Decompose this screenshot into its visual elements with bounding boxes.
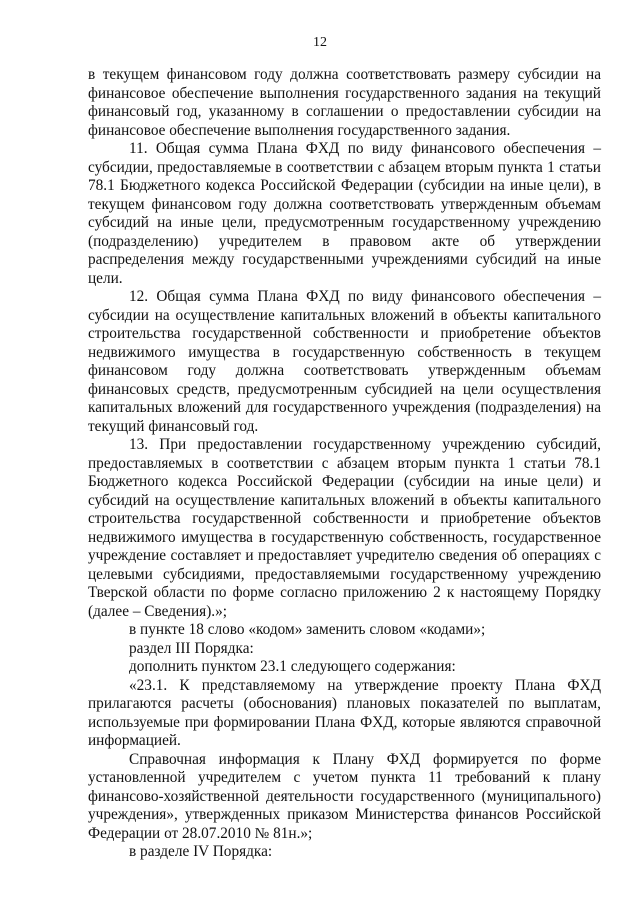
paragraph-section-iv: в разделе IV Порядка: [129, 843, 273, 860]
document-body [88, 66, 601, 862]
paragraph-item-13: 13. При предоставлении государственному учреждению субсидий, предоставляемых в соответствии с абзацем вторым пункта 1 статьи 78.1 Бюджетного кодекса Российской Федерации (субсидии на иные цели) и субсидий на осуществление капитальных вложений в объекты капитального строительства государственной собственности и приобретение объектов недвижимого имущества в государственную собственность, государственное учреждение составляет и предоставляет учредителю сведения об операциях с целевыми субсидиями, предоставляемыми государственному учреждению Тверской области по форме согласно приложению 2 к настоящему Порядку (далее – Сведения).»; [88, 436, 601, 620]
paragraph-reference-info: Справочная информация к Плану ФХД формируется по форме установленной учредителем с учетом пункта 11 требований к плану финансово-хозяйственной деятельности государственного (муниципального) учреждения», утвержденных приказом Министерства финансов Российской Федерации от 28.07.2010 № 81н.»; [88, 750, 601, 842]
paragraph-item-12: 12. Общая сумма Плана ФХД по виду финансового обеспечения – субсидии на осуществление капитальных вложений в объекты капитального строительства государственной собственности и приобретение объектов недвижимого имущества в государственную собственность в текущем финансовом году должна соответствовать утвержденным объемам финансовых средств, предусмотренным субсидией на цели осуществления капитальных вложений для государственного учреждения (подразделения) на текущий финансовый год. [88, 288, 601, 435]
paragraph-amendment-item-18: в пункте 18 слово «кодом» заменить словом «кодами»; [129, 621, 486, 638]
paragraph-add-item-23-1: дополнить пунктом 23.1 следующего содержания: [129, 658, 456, 675]
page-number: 12 [313, 35, 327, 50]
paragraph-item-11: 11. Общая сумма Плана ФХД по виду финансового обеспечения – субсидии, предоставляемые в соответствии с абзацем вторым пункта 1 статьи 78.1 Бюджетного кодекса Российской Федерации (субсидии на иные цели), в текущем финансовом году должна соответствовать утвержденным объемам субсидий на иные цели, предусмотренным государственному учреждению (подразделению) учредителем в правовом акте об утверждении распределения между государственными учреждениями субсидий на иные цели. [88, 140, 601, 287]
paragraph-item-23-1: «23.1. К представляемому на утверждение проекту Плана ФХД прилагаются расчеты (обоснования) плановых показателей по выплатам, используемые при формировании Плана ФХД, которые являются справочной информацией. [88, 676, 601, 749]
paragraph-section-iii: раздел III Порядка: [129, 639, 254, 657]
paragraph-continuation: в текущем финансовом году должна соответствовать размеру субсидии на финансовое обеспечение выполнения государственного задания на текущий финансовый год, указанному в соглашении о предоставлении субсидии на финансовое обеспечение выполнения государственного задания. [88, 66, 601, 139]
